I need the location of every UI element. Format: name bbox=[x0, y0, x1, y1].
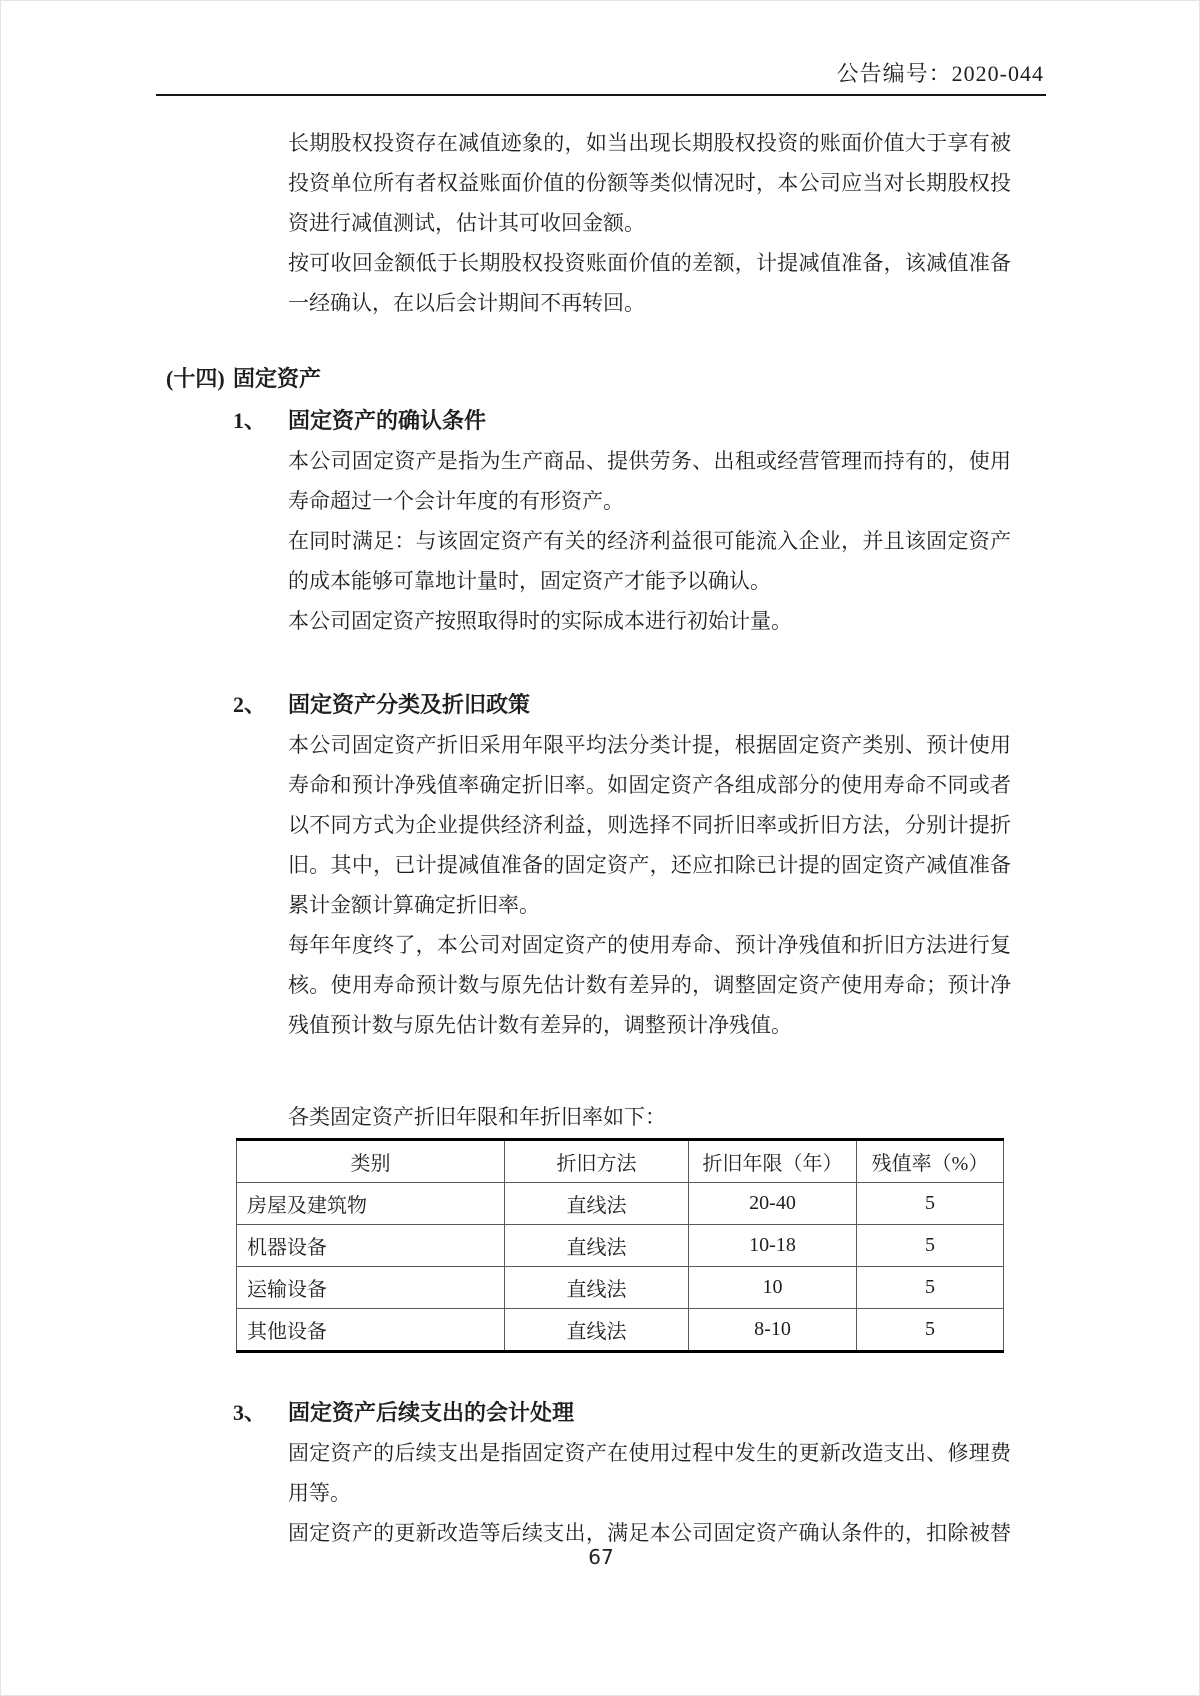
table-cell: 5 bbox=[857, 1225, 1004, 1267]
table-row bbox=[237, 1225, 1004, 1267]
section-number: (十四) bbox=[166, 366, 225, 391]
table-caption: 各类固定资产折旧年限和年折旧率如下： bbox=[288, 1105, 666, 1129]
table-row bbox=[237, 1309, 1004, 1352]
text-line: 长期股权投资存在减值迹象的，如当出现长期股权投资的账面价值大于享有被 bbox=[288, 131, 1011, 155]
table-cell: 直线法 bbox=[505, 1309, 689, 1352]
text-line: 以不同方式为企业提供经济利益，则选择不同折旧率或折旧方法，分别计提折 bbox=[288, 813, 1011, 837]
text-line: 的成本能够可靠地计量时，固定资产才能予以确认。 bbox=[288, 569, 771, 593]
table-row bbox=[237, 1267, 1004, 1309]
text-line: 寿命超过一个会计年度的有形资产。 bbox=[288, 489, 624, 513]
text-line: 旧。其中，已计提减值准备的固定资产，还应扣除已计提的固定资产减值准备 bbox=[288, 853, 1011, 877]
subsection-title: 固定资产分类及折旧政策 bbox=[288, 692, 531, 717]
table-cell: 10 bbox=[689, 1267, 857, 1309]
text-line: 本公司固定资产按照取得时的实际成本进行初始计量。 bbox=[288, 609, 792, 633]
table-cell: 8-10 bbox=[689, 1309, 857, 1352]
text-line: 资进行减值测试，估计其可收回金额。 bbox=[288, 211, 645, 235]
table-cell: 房屋及建筑物 bbox=[237, 1183, 505, 1225]
text-line: 残值预计数与原先估计数有差异的，调整预计净残值。 bbox=[288, 1013, 792, 1037]
table-header-row bbox=[237, 1140, 1004, 1183]
text-line: 投资单位所有者权益账面价值的份额等类似情况时，本公司应当对长期股权投 bbox=[288, 171, 1011, 195]
text-line: 用等。 bbox=[288, 1481, 351, 1505]
page-number: 67 bbox=[588, 1545, 614, 1569]
table-cell: 5 bbox=[857, 1267, 1004, 1309]
header-rule bbox=[156, 94, 1046, 96]
text-line: 固定资产的后续支出是指固定资产在使用过程中发生的更新改造支出、修理费 bbox=[288, 1441, 1011, 1465]
table-cell: 20-40 bbox=[689, 1183, 857, 1225]
subsection-heading-depreciation-policy bbox=[233, 685, 1011, 725]
text-line: 按可收回金额低于长期股权投资账面价值的差额，计提减值准备，该减值准备 bbox=[288, 251, 1011, 275]
document-body bbox=[166, 123, 1011, 1553]
text-line: 核。使用寿命预计数与原先估计数有差异的，调整固定资产使用寿命；预计净 bbox=[288, 973, 1011, 997]
paragraph-recognition-criteria bbox=[288, 521, 1011, 601]
section-heading-fixed-assets bbox=[166, 359, 1011, 399]
table-header-cell: 残值率（%） bbox=[857, 1140, 1004, 1183]
table-header-cell: 类别 bbox=[237, 1140, 505, 1183]
paragraph-fixed-asset-definition bbox=[288, 441, 1011, 521]
subsection-number: 1、 bbox=[233, 408, 267, 433]
text-line: 本公司固定资产是指为生产商品、提供劳务、出租或经营管理而持有的，使用 bbox=[288, 449, 1011, 473]
subsection-title: 固定资产的确认条件 bbox=[288, 408, 487, 433]
text-line: 每年年度终了，本公司对固定资产的使用寿命、预计净残值和折旧方法进行复 bbox=[288, 933, 1011, 957]
paragraph-depreciation-method bbox=[288, 725, 1011, 925]
table-cell: 5 bbox=[857, 1309, 1004, 1352]
text-line: 本公司固定资产折旧采用年限平均法分类计提，根据固定资产类别、预计使用 bbox=[288, 733, 1011, 757]
paragraph-lt-equity-impairment bbox=[288, 123, 1011, 243]
subsection-number: 2、 bbox=[233, 692, 267, 717]
subsection-number: 3、 bbox=[233, 1400, 267, 1425]
subsection-heading-subsequent-expenditure bbox=[233, 1393, 1011, 1433]
table-cell: 直线法 bbox=[505, 1225, 689, 1267]
text-line: 寿命和预计净残值率确定折旧率。如固定资产各组成部分的使用寿命不同或者 bbox=[288, 773, 1011, 797]
table-cell: 10-18 bbox=[689, 1225, 857, 1267]
paragraph-annual-review bbox=[288, 925, 1011, 1045]
paragraph-initial-measurement bbox=[288, 601, 1011, 641]
depreciation-table bbox=[236, 1138, 1004, 1353]
table-cell: 5 bbox=[857, 1183, 1004, 1225]
table-cell: 直线法 bbox=[505, 1183, 689, 1225]
text-line: 一经确认，在以后会计期间不再转回。 bbox=[288, 291, 645, 315]
table-header-cell: 折旧年限（年） bbox=[689, 1140, 857, 1183]
table-cell: 直线法 bbox=[505, 1267, 689, 1309]
subsection-title: 固定资产后续支出的会计处理 bbox=[288, 1400, 575, 1425]
text-line: 固定资产的更新改造等后续支出，满足本公司固定资产确认条件的，扣除被替 bbox=[288, 1521, 1011, 1545]
paragraph-subsequent-expenditure-definition bbox=[288, 1433, 1011, 1513]
table-header-cell: 折旧方法 bbox=[505, 1140, 689, 1183]
table-cell: 其他设备 bbox=[237, 1309, 505, 1352]
text-line: 在同时满足：与该固定资产有关的经济利益很可能流入企业，并且该固定资产 bbox=[288, 529, 1011, 553]
announcement-number: 公告编号：2020-044 bbox=[836, 61, 1044, 86]
table-row bbox=[237, 1183, 1004, 1225]
subsection-heading-recognition bbox=[233, 401, 1011, 441]
table-cell: 机器设备 bbox=[237, 1225, 505, 1267]
text-line: 累计金额计算确定折旧率。 bbox=[288, 893, 540, 917]
table-cell: 运输设备 bbox=[237, 1267, 505, 1309]
paragraph-impairment-no-reversal bbox=[288, 243, 1011, 323]
section-title: 固定资产 bbox=[233, 366, 322, 391]
